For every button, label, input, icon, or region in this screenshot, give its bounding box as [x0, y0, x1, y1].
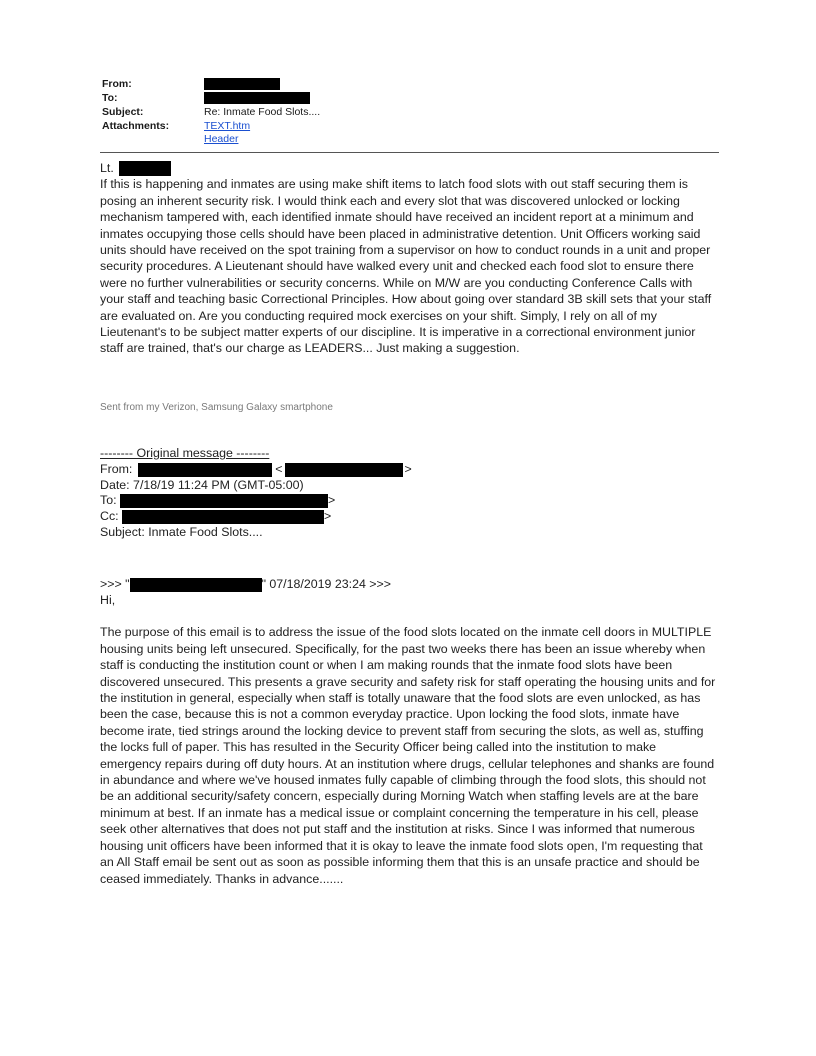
- original-message-header: [100, 446, 412, 541]
- orig-to-label: To:: [100, 493, 117, 508]
- reply-paragraph: If this is happening and inmates are using make shift items to latch food slots with out staff securing them is posing an inherent security risk. I would think each and every slot that was discovered unlocked or locking mechanism tampered with, each identified inmate should have received an incident report at a minimum and inmates occupying those cells should have been placed in administrative detention. Unit Officers working said units should have received on the spot training from a supervisor on how to conduct rounds in a unit and proper security procedures. A Lieutenant should have walked every unit and checked each food slot to ensure there were no further vulnerabilities or security concerns. While on M/W are you conducting Conference Calls with your staff and teaching basic Correctional Principles. How about going over standard 3B skill sets that your staff are evaluated on. Are you conducting required mock exercises on your shift. Simply, I rely on all of my Lieutenant's to be subject matter experts of our discipline. It is imperative in a correctional environment junior staff are trained, that's our charge as LEADERS... Just making a suggestion.: [100, 177, 712, 356]
- redacted-orig-cc: [122, 510, 324, 524]
- salutation: Lt.: [100, 161, 114, 175]
- orig-from-label: From:: [100, 461, 133, 476]
- salutation-line: [100, 160, 716, 176]
- header-divider: [100, 152, 719, 153]
- redacted-orig-sender-name: [138, 463, 272, 477]
- original-body: [100, 592, 716, 887]
- from-row: [102, 78, 320, 92]
- attachments-row: [102, 120, 320, 148]
- original-separator: -------- Original message --------: [100, 446, 270, 460]
- orig-from-row: [100, 462, 412, 478]
- to-row: [102, 92, 320, 106]
- orig-subject: Subject: Inmate Food Slots....: [100, 524, 263, 539]
- to-label: To:: [102, 92, 118, 104]
- subject-row: [102, 106, 320, 120]
- greeting: Hi,: [100, 593, 116, 607]
- reply-body: [100, 160, 716, 357]
- quote-suffix: " 07/18/2019 23:24 >>>: [261, 577, 392, 591]
- blank-line: [100, 608, 716, 624]
- signature: Sent from my Verizon, Samsung Galaxy smartphone: [100, 402, 333, 413]
- email-header: [102, 78, 320, 148]
- angle-open: <: [275, 461, 283, 476]
- attachment-link-header[interactable]: Header: [204, 133, 239, 145]
- angle-close: >: [324, 509, 332, 524]
- original-paragraph: The purpose of this email is to address the issue of the food slots located on the inmate cell doors in MULTIPLE housing units being left unsecured. Specifically, for the past two weeks there has been an issue whereby when staff is conducting the institution count or when I am making rounds that the inmate food slots have been discovered unsecured. This presents a grave security and safety risk for staff operating the housing units and for the institution in general, especially when staff is totally unaware that the food slots are even unlocked, as has been the case, because this is not a common everyday practice. Upon locking the food slots, inmate have become irate, tied strings around the locking device to prevent staff from securing the slots, as well as, stuffing the locks full of paper. This has resulted in the Security Officer being called into the institution to make emergency repairs during off duty hours. At an institution where drugs, cellular telephones and shanks are found in abundance and where we've housed inmates fully capable of climbing through the food slots, this should not be an additional security/safety concern, especially during Morning Watch when staffing levels are at the bare minimum at best. If an inmate has a medical issue or complaint concerning the temperature in his cell, please seek other alternatives that does not put staff and the institution at risks. Since I was informed that numerous housing unit officers have been informed that it is okay to leave the inmate food slots open, I'm requesting that an All Staff email be sent out as soon as possible informing them that this is an unsafe practice and should be ceased immediately. Thanks in advance.......: [100, 625, 716, 886]
- orig-cc-row: [100, 509, 412, 525]
- redacted-orig-sender-email: [285, 463, 403, 477]
- attachment-link-text-htm[interactable]: TEXT.htm: [204, 120, 251, 132]
- subject-label: Subject:: [102, 106, 144, 118]
- orig-date: Date: 7/18/19 11:24 PM (GMT-05:00): [100, 477, 304, 492]
- orig-cc-label: Cc:: [100, 509, 119, 524]
- redacted-sender: [204, 78, 280, 90]
- redacted-name: [119, 161, 171, 176]
- subject-value: Re: Inmate Food Slots....: [204, 106, 321, 118]
- quote-header: [100, 576, 391, 592]
- angle-close: >: [404, 461, 412, 476]
- attachments-list: [204, 120, 250, 148]
- attachments-label: Attachments:: [102, 120, 170, 132]
- redacted-quoted-sender: [130, 578, 262, 592]
- quote-prefix: >>> ": [100, 577, 130, 591]
- from-label: From:: [102, 78, 132, 90]
- redacted-orig-to: [120, 494, 328, 508]
- orig-to-row: [100, 493, 412, 509]
- redacted-recipient: [204, 92, 310, 104]
- angle-close: >: [327, 493, 336, 508]
